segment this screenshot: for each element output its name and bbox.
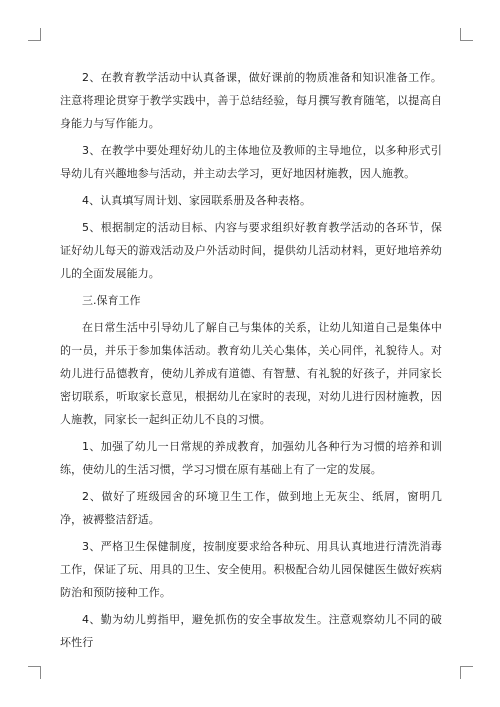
section-intro-paragraph: 在日常生活中引导幼儿了解自己与集体的关系，让幼儿知道自己是集体中的一员，并乐于参加集体活动。教育幼儿关心集体，关心同伴，礼貌待人。对幼儿进行品德教育，使幼儿养成有道德、有智慧、有礼貌的好孩子，并同家长密切联系，听取家长意见，根据幼儿在家时的表现，对幼儿进行因材施教，因人施教，同家长一起纠正幼儿不良的习惯。 [60,321,442,426]
paragraph-item-5: 5、根据制定的活动目标、内容与要求组织好教育教学活动的各环节，保证好幼儿每天的游戏活动及户外活动时间，提供幼儿活动材料，更好地培养幼儿的全面发展能力。 [60,221,442,280]
crop-mark-top-left [28,28,41,41]
section-heading: 三.保育工作 [82,294,141,307]
document-body [60,66,442,658]
crop-mark-bottom-right [460,666,473,679]
crop-mark-top-right [460,28,473,41]
section-item-1: 1、加强了幼儿一日常规的养成教育，加强幼儿各种行为习惯的培养和训练，使幼儿的生活习惯，学习习惯在原有基础上有了一定的发展。 [60,440,442,476]
crop-mark-bottom-left [28,666,41,679]
section-item-4: 4、勤为幼儿剪指甲，避免抓伤的安全事故发生。注意观察幼儿不同的破坏性行 [60,613,442,649]
section-item-3: 3、严格卫生保健制度，按制度要求给各种玩、用具认真地进行清洗消毒工作，保证了玩、用具的卫生、安全使用。积极配合幼儿园保健医生做好疾病防治和预防接种工作。 [60,540,442,599]
paragraph-item-2: 2、在教育教学活动中认真备课，做好课前的物质准备和知识准备工作。注意将理论贯穿于教学实践中，善于总结经验，每月撰写教育随笔，以提高自身能力与写作能力。 [60,71,442,130]
section-item-2: 2、做好了班级园舍的环境卫生工作，做到地上无灰尘、纸屑，窗明几净，被褥整洁舒适。 [60,490,442,526]
paragraph-item-3: 3、在教学中要处理好幼儿的主体地位及教师的主导地位，以多种形式引导幼儿有兴趣地参与活动，并主动去学习，更好地因材施教，因人施教。 [60,144,442,180]
paragraph-item-4: 4、认真填写周计划、家园联系册及各种表格。 [82,194,312,207]
